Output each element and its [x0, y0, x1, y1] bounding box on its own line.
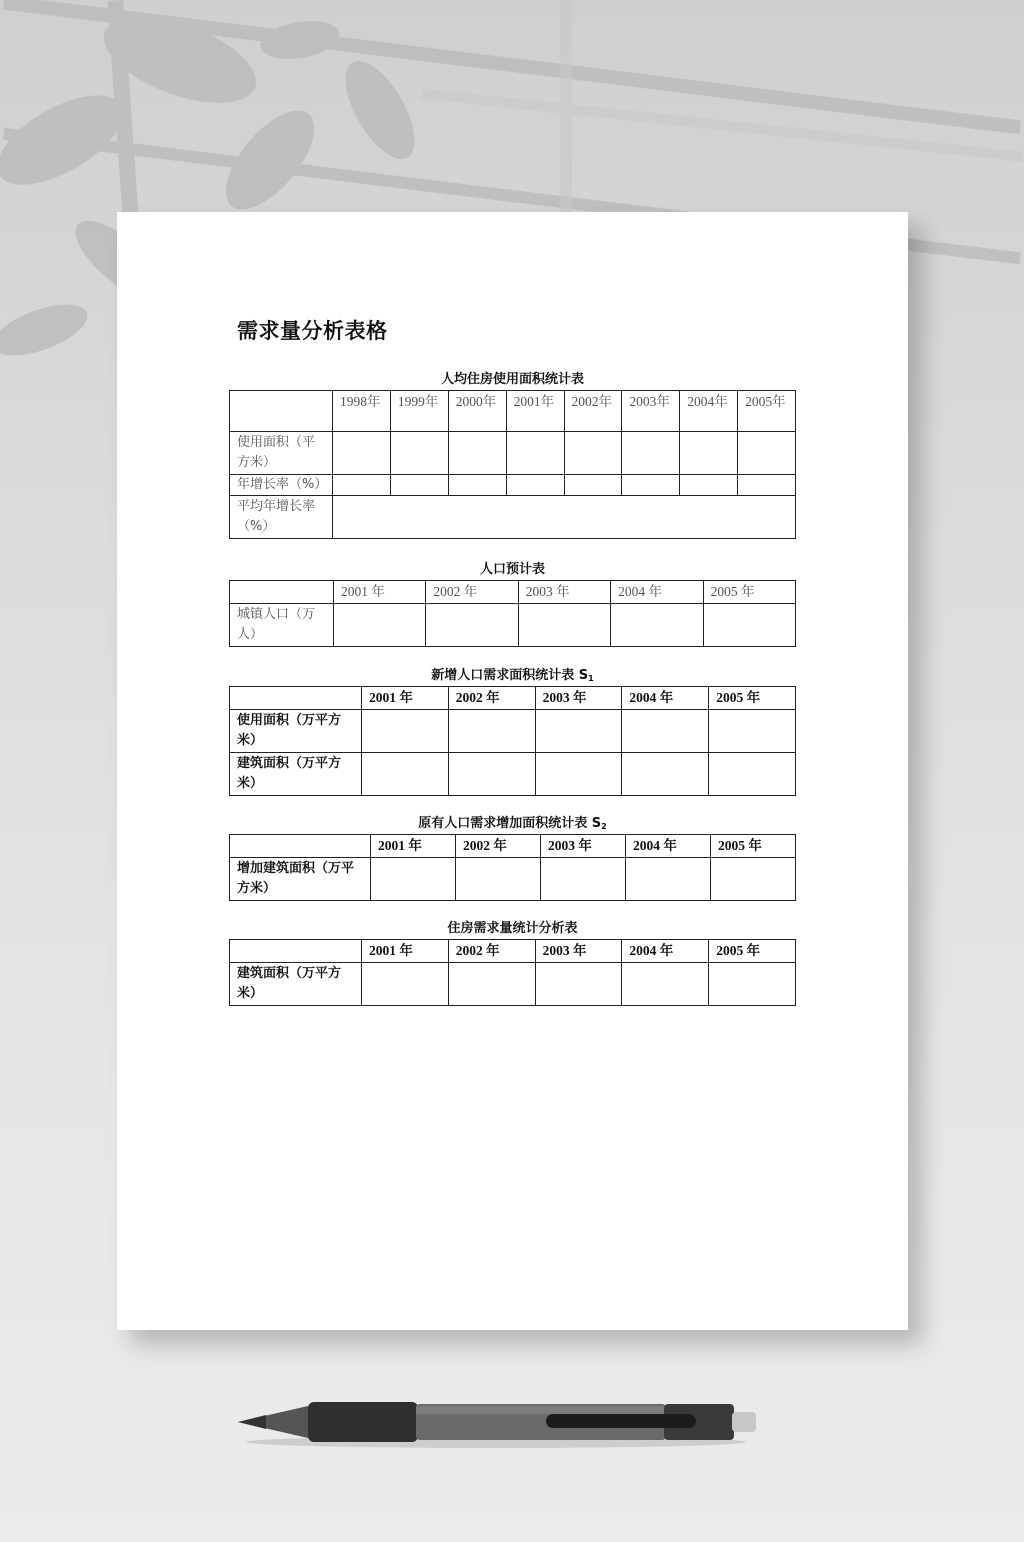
year-header: 2002 年: [456, 835, 541, 858]
table-row: [230, 496, 796, 539]
year-header: 2001 年: [362, 687, 449, 710]
year-header: 2005年: [738, 391, 796, 432]
data-cell[interactable]: [622, 753, 709, 796]
existing-population-table: [229, 834, 796, 901]
table-row: [230, 604, 796, 647]
year-header: 2003 年: [518, 581, 610, 604]
year-header: 2001 年: [371, 835, 456, 858]
table-corner-cell: [230, 391, 333, 432]
year-header: 2003年: [622, 391, 680, 432]
row-label: 年增长率（%）: [230, 475, 333, 496]
data-cell[interactable]: [564, 475, 622, 496]
table-row: [230, 858, 796, 901]
caption-subscript: 2: [601, 822, 607, 831]
year-header: 2004 年: [622, 940, 709, 963]
data-cell[interactable]: [535, 753, 622, 796]
row-label: 建筑面积（万平方米）: [230, 963, 362, 1006]
data-cell[interactable]: [333, 475, 391, 496]
data-cell[interactable]: [535, 963, 622, 1006]
data-cell[interactable]: [448, 710, 535, 753]
table-row: [230, 475, 796, 496]
year-header: 2005 年: [703, 581, 795, 604]
housing-demand-section: [229, 919, 796, 1006]
data-cell[interactable]: [709, 963, 796, 1006]
row-label: 使用面积（平方米）: [230, 432, 333, 475]
row-label: 建筑面积（万平方米）: [230, 753, 362, 796]
table-caption: [229, 666, 796, 686]
table-corner-cell: [230, 687, 362, 710]
table-caption: [229, 814, 796, 834]
table-caption: 住房需求量统计分析表: [447, 921, 578, 936]
table-row: [230, 753, 796, 796]
data-cell[interactable]: [334, 604, 426, 647]
data-cell[interactable]: [535, 710, 622, 753]
data-cell[interactable]: [622, 475, 680, 496]
data-cell[interactable]: [626, 858, 711, 901]
data-cell[interactable]: [709, 753, 796, 796]
table-corner-cell: [230, 835, 371, 858]
caption-text: 新增人口需求面积统计表 S: [431, 668, 589, 683]
data-cell[interactable]: [622, 710, 709, 753]
pen-icon: [236, 1396, 760, 1452]
year-header: 1999年: [390, 391, 448, 432]
row-label: 增加建筑面积（万平方米）: [230, 858, 371, 901]
year-header: 2004 年: [611, 581, 703, 604]
year-header: 2001年: [506, 391, 564, 432]
data-cell[interactable]: [362, 753, 449, 796]
usage-area-table: [229, 390, 796, 539]
data-cell[interactable]: [448, 753, 535, 796]
year-header: 2000年: [448, 391, 506, 432]
table-header-row: [230, 581, 796, 604]
row-label: 平均年增长率（%）: [230, 496, 333, 539]
year-header: 1998年: [333, 391, 391, 432]
data-cell[interactable]: [564, 432, 622, 475]
row-label: 使用面积（万平方米）: [230, 710, 362, 753]
year-header: 2003 年: [535, 687, 622, 710]
data-cell[interactable]: [371, 858, 456, 901]
population-table: [229, 580, 796, 647]
table-header-row: [230, 940, 796, 963]
caption-subscript: 1: [588, 674, 594, 683]
data-cell[interactable]: [611, 604, 703, 647]
data-cell[interactable]: [703, 604, 795, 647]
table-header-row: [230, 835, 796, 858]
data-cell[interactable]: [711, 858, 796, 901]
year-header: 2002 年: [426, 581, 518, 604]
table-row: [230, 710, 796, 753]
data-cell[interactable]: [448, 432, 506, 475]
year-header: 2002 年: [448, 687, 535, 710]
table-caption: 人均住房使用面积统计表: [440, 372, 584, 387]
data-cell[interactable]: [709, 710, 796, 753]
data-cell[interactable]: [448, 963, 535, 1006]
year-header: 2003 年: [535, 940, 622, 963]
data-cell[interactable]: [738, 475, 796, 496]
data-cell[interactable]: [426, 604, 518, 647]
data-cell[interactable]: [622, 432, 680, 475]
table-header-row: [230, 391, 796, 432]
data-cell[interactable]: [362, 963, 449, 1006]
data-cell[interactable]: [622, 963, 709, 1006]
data-cell[interactable]: [333, 432, 391, 475]
year-header: 2002年: [564, 391, 622, 432]
usage-area-section: [229, 370, 796, 539]
year-header: 2001 年: [362, 940, 449, 963]
table-caption: 人口预计表: [479, 562, 545, 577]
data-cell[interactable]: [541, 858, 626, 901]
data-cell[interactable]: [680, 432, 738, 475]
data-cell[interactable]: [456, 858, 541, 901]
caption-text: 原有人口需求增加面积统计表 S: [418, 816, 602, 831]
row-label: 城镇人口（万人）: [230, 604, 334, 647]
document-title: 需求量分析表格: [237, 319, 388, 343]
table-row: [230, 432, 796, 475]
year-header: 2001 年: [334, 581, 426, 604]
year-header: 2005 年: [709, 940, 796, 963]
housing-demand-table: [229, 939, 796, 1006]
table-corner-cell: [230, 581, 334, 604]
data-cell[interactable]: [362, 710, 449, 753]
data-cell[interactable]: [506, 432, 564, 475]
data-cell[interactable]: [390, 475, 448, 496]
table-row: [230, 963, 796, 1006]
data-cell[interactable]: [738, 432, 796, 475]
year-header: 2003 年: [541, 835, 626, 858]
merged-data-cell[interactable]: [333, 496, 796, 539]
table-header-row: [230, 687, 796, 710]
paper-sheet: [117, 212, 908, 1330]
table-corner-cell: [230, 940, 362, 963]
data-cell[interactable]: [518, 604, 610, 647]
year-header: 2002 年: [448, 940, 535, 963]
population-section: [229, 560, 796, 647]
year-header: 2005 年: [709, 687, 796, 710]
year-header: 2004年: [680, 391, 738, 432]
data-cell[interactable]: [390, 432, 448, 475]
year-header: 2004 年: [626, 835, 711, 858]
year-header: 2005 年: [711, 835, 796, 858]
year-header: 2004 年: [622, 687, 709, 710]
data-cell[interactable]: [680, 475, 738, 496]
data-cell[interactable]: [506, 475, 564, 496]
data-cell[interactable]: [448, 475, 506, 496]
new-population-table: [229, 686, 796, 796]
existing-population-section: [229, 814, 796, 901]
new-population-section: [229, 666, 796, 796]
